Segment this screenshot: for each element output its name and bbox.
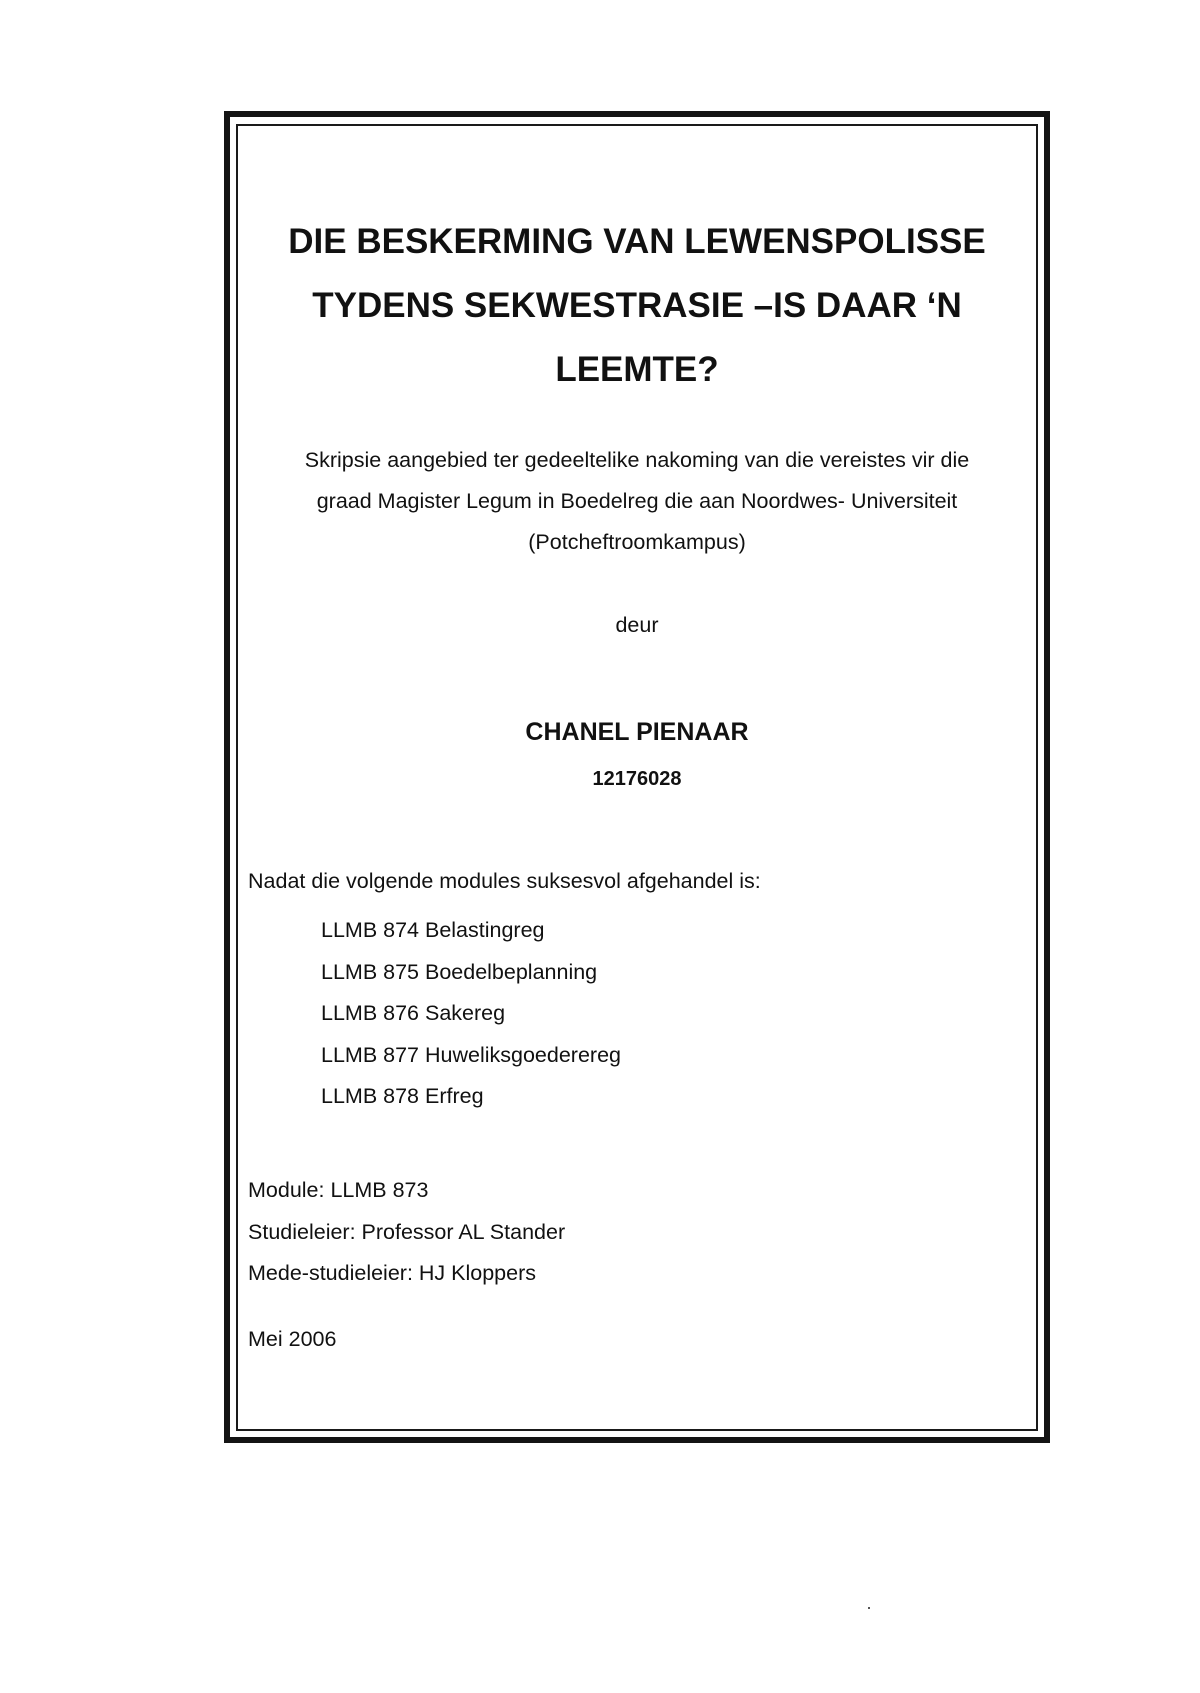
thesis-description-line-3: (Potcheftroomkampus) [528,530,746,554]
thesis-title-line-2: TYDENS SEKWESTRASIE –IS DAAR ‘N [312,286,962,325]
module-item: LLMB 877 Huweliksgoederereg [321,1042,621,1067]
student-number: 12176028 [592,768,682,790]
module-code: Module: LLMB 873 [248,1178,429,1202]
thesis-description [236,440,1038,563]
author-name: CHANEL PIENAAR [525,718,749,746]
scan-speck [868,1607,870,1609]
thesis-title [236,210,1038,402]
module-item: LLMB 878 Erfreg [321,1084,484,1108]
thesis-title-line-1: DIE BESKERMING VAN LEWENSPOLISSE [288,222,986,261]
thesis-description-line-1: Skripsie aangebied ter gedeeltelike nakoming van die vereistes vir die [304,448,970,472]
supervisor: Studieleier: Professor AL Stander [248,1219,566,1244]
by-label: deur [615,613,659,637]
modules-list [321,910,621,1118]
co-supervisor: Mede-studieleier: HJ Kloppers [248,1261,536,1285]
module-item: LLMB 875 Boedelbeplanning [321,959,598,984]
module-item: LLMB 874 Belastingreg [321,918,545,942]
title-page [236,124,1038,1431]
modules-intro: Nadat die volgende modules suksesvol afgehandel is: [248,869,761,893]
submission-date: Mei 2006 [248,1327,337,1351]
supervision-details [248,1170,565,1295]
thesis-description-line-2: graad Magister Legum in Boedelreg die aan Noordwes- Universiteit [316,489,958,513]
thesis-title-line-3: LEEMTE? [555,350,719,389]
module-item: LLMB 876 Sakereg [321,1001,506,1025]
